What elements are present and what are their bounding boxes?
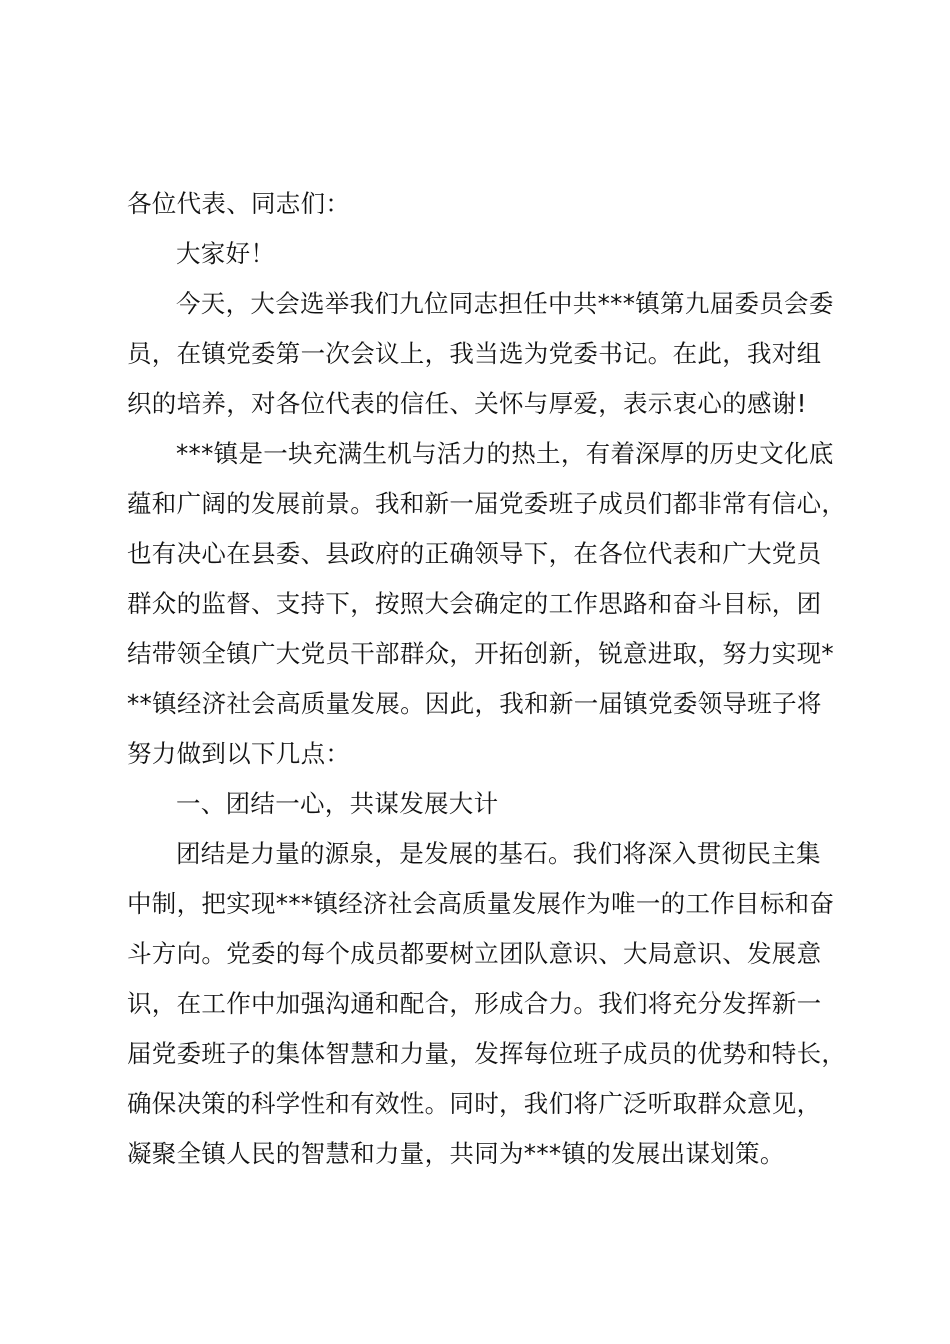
paragraph-line: **镇经济社会高质量发展。因此，我和新一届镇党委领导班子将 xyxy=(127,689,822,718)
paragraph-line: 结带领全镇广大党员干部群众，开拓创新，锐意进取，努力实现* xyxy=(127,639,834,668)
paragraph-line: 蕴和广阔的发展前景。我和新一届党委班子成员们都非常有信心， xyxy=(127,489,847,518)
paragraph-line: 团结是力量的源泉，是发展的基石。我们将深入贯彻民主集 xyxy=(176,839,821,868)
paragraph-line: 中制，把实现***镇经济社会高质量发展作为唯一的工作目标和奋 xyxy=(127,889,835,918)
paragraph-line: 也有决心在县委、县政府的正确领导下，在各位代表和广大党员 xyxy=(127,539,822,568)
paragraph-line: 凝聚全镇人民的智慧和力量，共同为***镇的发展出谋划策。 xyxy=(127,1139,785,1168)
paragraph-line: ***镇是一块充满生机与活力的热土，有着深厚的历史文化底 xyxy=(176,439,834,468)
paragraph-line: 织的培养，对各位代表的信任、关怀与厚爱，表示衷心的感谢! xyxy=(127,389,807,418)
paragraph-line: 员，在镇党委第一次会议上，我当选为党委书记。在此，我对组 xyxy=(127,339,822,368)
paragraph-line: 今天，大会选举我们九位同志担任中共***镇第九届委员会委 xyxy=(176,289,834,318)
paragraph-line: 识，在工作中加强沟通和配合，形成合力。我们将充分发挥新一 xyxy=(127,989,822,1018)
greeting: 大家好！ xyxy=(176,239,276,268)
paragraph-line: 斗方向。党委的每个成员都要树立团队意识、大局意识、发展意 xyxy=(127,939,822,968)
section-heading: 一、团结一心，共谋发展大计 xyxy=(176,789,499,818)
salutation: 各位代表、同志们： xyxy=(127,189,351,218)
paragraph-line: 努力做到以下几点： xyxy=(127,739,351,768)
paragraph-line: 确保决策的科学性和有效性。同时，我们将广泛听取群众意见， xyxy=(127,1089,822,1118)
paragraph-line: 届党委班子的集体智慧和力量，发挥每位班子成员的优势和特长， xyxy=(127,1039,847,1068)
paragraph-line: 群众的监督、支持下，按照大会确定的工作思路和奋斗目标，团 xyxy=(127,589,822,618)
